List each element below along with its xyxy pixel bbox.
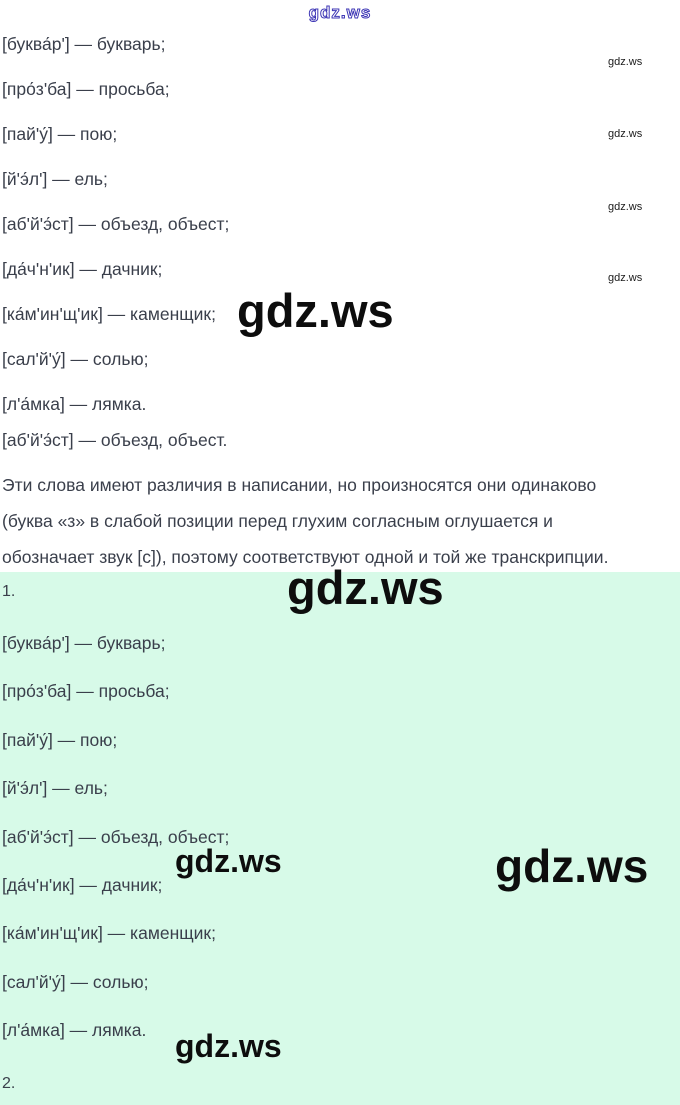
- transcription-line: [й'э́л'] — ель;: [2, 778, 108, 798]
- explanation-line: Эти слова имеют различия в написании, но произносятся они одинаково: [2, 475, 597, 495]
- transcription-line: [аб'й'э́ст] — объезд, объест;: [2, 827, 230, 847]
- transcription-line: [ка́м'ин'щ'ик] — каменщик;: [2, 923, 216, 943]
- transcription-line: [пай'у́] — пою;: [2, 124, 118, 144]
- gdzws-watermark: gdz.ws: [608, 56, 643, 68]
- transcription-line: [про́з'ба] — просьба;: [2, 79, 170, 99]
- gdzws-watermark: gdz.ws: [608, 201, 643, 213]
- item-number: 2.: [2, 1075, 16, 1092]
- gdzws-logo: gdz.ws: [308, 3, 372, 22]
- transcription-line: [сал'й'у́] — солью;: [2, 972, 149, 992]
- gdzws-watermark: gdz.ws: [175, 843, 282, 879]
- transcription-line: [про́з'ба] — просьба;: [2, 681, 170, 701]
- transcription-line: [аб'й'э́ст] — объезд, объест.: [2, 430, 228, 450]
- gdzws-watermark: gdz.ws: [287, 561, 444, 614]
- transcription-line: [й'э́л'] — ель;: [2, 169, 108, 189]
- transcription-line: [сал'й'у́] — солью;: [2, 349, 149, 369]
- gdzws-watermark: gdz.ws: [495, 840, 649, 892]
- transcription-line: [да́ч'н'ик] — дачник;: [2, 259, 163, 279]
- explanation-line: обозначает звук [с]), поэтому соответствуют одной и той же транскрипции.: [2, 547, 609, 567]
- gdzws-watermark: gdz.ws: [608, 128, 643, 140]
- gdzws-watermark: gdz.ws: [608, 272, 643, 284]
- item-number: 1.: [2, 583, 16, 600]
- transcription-line: [аб'й'э́ст] — объезд, объест;: [2, 214, 230, 234]
- transcription-line: [буква́р'] — букварь;: [2, 633, 166, 653]
- transcription-line: [л'а́мка] — лямка.: [2, 1020, 147, 1040]
- transcription-line: [да́ч'н'ик] — дачник;: [2, 875, 163, 895]
- transcription-line: [ка́м'ин'щ'ик] — каменщик;: [2, 304, 216, 324]
- transcription-line: [пай'у́] — пою;: [2, 730, 118, 750]
- explanation-line: (буква «з» в слабой позиции перед глухим согласным оглушается и: [2, 511, 553, 531]
- gdzws-watermark: gdz.ws: [237, 284, 394, 337]
- gdzws-watermark: gdz.ws: [175, 1028, 282, 1064]
- transcription-line: [буква́р'] — букварь;: [2, 34, 166, 54]
- transcription-line: [л'а́мка] — лямка.: [2, 394, 147, 414]
